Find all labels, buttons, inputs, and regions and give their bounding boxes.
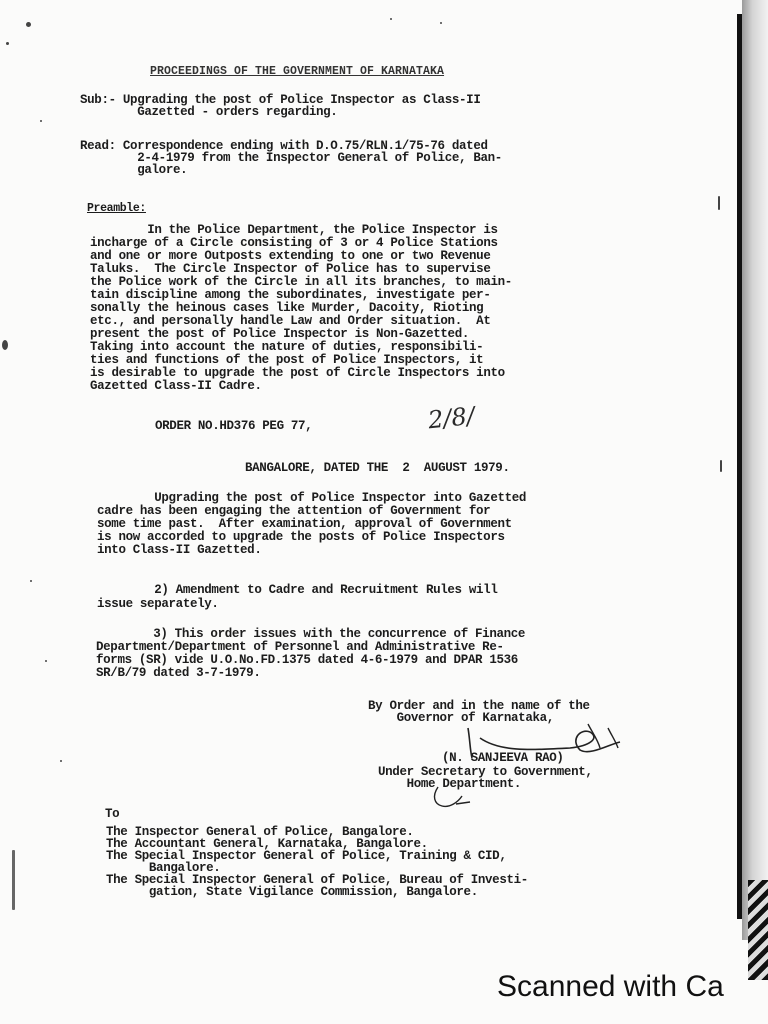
recipient-line: The Accountant General, Karnataka, Bangalore. xyxy=(106,837,428,851)
preamble-line: incharge of a Circle consisting of 3 or 4 Police Stations xyxy=(90,236,498,250)
scan-speck xyxy=(40,120,42,122)
preamble-line: Taking into account the nature of duties, responsibili- xyxy=(90,340,484,354)
recipient-line: gation, State Vigilance Commission, Bangalore. xyxy=(106,885,478,899)
to-label: To xyxy=(105,807,120,821)
preamble-line: tain discipline among the subordinates, investigate per- xyxy=(90,288,491,302)
order-date-line: BANGALORE, DATED THE 2 AUGUST 1979. xyxy=(245,461,510,475)
preamble-line: Taluks. The Circle Inspector of Police has to supervise xyxy=(90,262,491,276)
scan-speck xyxy=(2,340,8,350)
para3-line: 3) This order issues with the concurrence of Finance xyxy=(96,627,526,641)
para1-line: Upgrading the post of Police Inspector into Gazetted xyxy=(97,491,527,505)
preamble-line: the Police work of the Circle in all its branches, to main- xyxy=(90,275,512,289)
recipient-line: The Special Inspector General of Police, Training & CID, xyxy=(106,849,507,863)
read-line-3: galore. xyxy=(80,163,188,177)
scan-speck xyxy=(440,22,442,24)
scan-edge-line xyxy=(737,14,742,919)
scan-speck xyxy=(390,18,392,20)
scan-speck xyxy=(6,42,9,45)
preamble-line: is desirable to upgrade the post of Circle Inspectors into xyxy=(90,366,505,380)
para1-line: some time past. After examination, approval of Government xyxy=(97,517,512,531)
para2-line: 2) Amendment to Cadre and Recruitment Rules will xyxy=(97,583,498,597)
order-number: ORDER NO.HD376 PEG 77, xyxy=(155,419,313,433)
initials-mark xyxy=(428,782,488,812)
read-line-1: Read: Correspondence ending with D.O.75/RLN.1/75-76 dated xyxy=(80,139,488,153)
scanner-watermark-text: Scanned with Ca xyxy=(497,970,724,1003)
preamble-line: etc., and personally handle Law and Order situation. At xyxy=(90,314,491,328)
preamble-line: In the Police Department, the Police Inspector is xyxy=(90,223,498,237)
preamble-line: ties and functions of the post of Police Inspectors, it xyxy=(90,353,484,367)
para1-line: into Class-II Gazetted. xyxy=(97,543,262,557)
document-title: PROCEEDINGS OF THE GOVERNMENT OF KARNATAKA xyxy=(150,65,445,78)
para3-line: SR/B/79 dated 3-7-1979. xyxy=(96,666,261,680)
signatory-title-line: Home Department. xyxy=(378,777,522,791)
subject-line-2: Gazetted - orders regarding. xyxy=(80,105,338,119)
para1-line: cadre has been engaging the attention of Government for xyxy=(97,504,491,518)
para3-line: Department/Department of Personnel and Administrative Re- xyxy=(96,640,504,654)
preamble-heading: Preamble: xyxy=(87,202,146,215)
para3-line: forms (SR) vide U.O.No.FD.1375 dated 4-6-1979 and DPAR 1536 xyxy=(96,653,518,667)
para1-line: is now accorded to upgrade the posts of Police Inspectors xyxy=(97,530,505,544)
scan-speck xyxy=(718,196,720,210)
scan-speck xyxy=(30,580,32,582)
handwritten-date: 2/8/ xyxy=(426,401,477,435)
para2-line: issue separately. xyxy=(97,597,219,611)
read-line-2: 2-4-1979 from the Inspector General of Police, Ban- xyxy=(80,151,502,165)
scan-speck xyxy=(45,660,47,662)
scan-speck xyxy=(720,460,722,472)
scan-edge-shadow xyxy=(742,0,768,940)
recipient-line: The Special Inspector General of Police, Bureau of Investi- xyxy=(106,873,528,887)
scan-speck xyxy=(60,760,62,762)
signoff-line: Governor of Karnataka, xyxy=(368,711,554,725)
signatory-title-line: Under Secretary to Government, xyxy=(378,765,593,779)
preamble-line: sonally the heinous cases like Murder, Dacoity, Rioting xyxy=(90,301,484,315)
scan-left-edge xyxy=(0,0,10,1024)
preamble-line: present the post of Police Inspector is Non-Gazetted. xyxy=(90,327,470,341)
signatory-name: (N. SANJEEVA RAO) xyxy=(442,751,564,765)
signoff-line: By Order and in the name of the xyxy=(368,699,590,713)
subject-line-1: Sub:- Upgrading the post of Police Inspector as Class-II xyxy=(80,93,481,107)
recipient-line: Bangalore. xyxy=(106,861,221,875)
scan-speck xyxy=(26,22,31,27)
scanner-logo-stripes xyxy=(748,880,768,980)
preamble-line: Gazetted Class-II Cadre. xyxy=(90,379,262,393)
scan-speck xyxy=(12,850,15,910)
recipient-line: The Inspector General of Police, Bangalore. xyxy=(106,825,414,839)
preamble-line: and one or more Outposts extending to one or two Revenue xyxy=(90,249,491,263)
